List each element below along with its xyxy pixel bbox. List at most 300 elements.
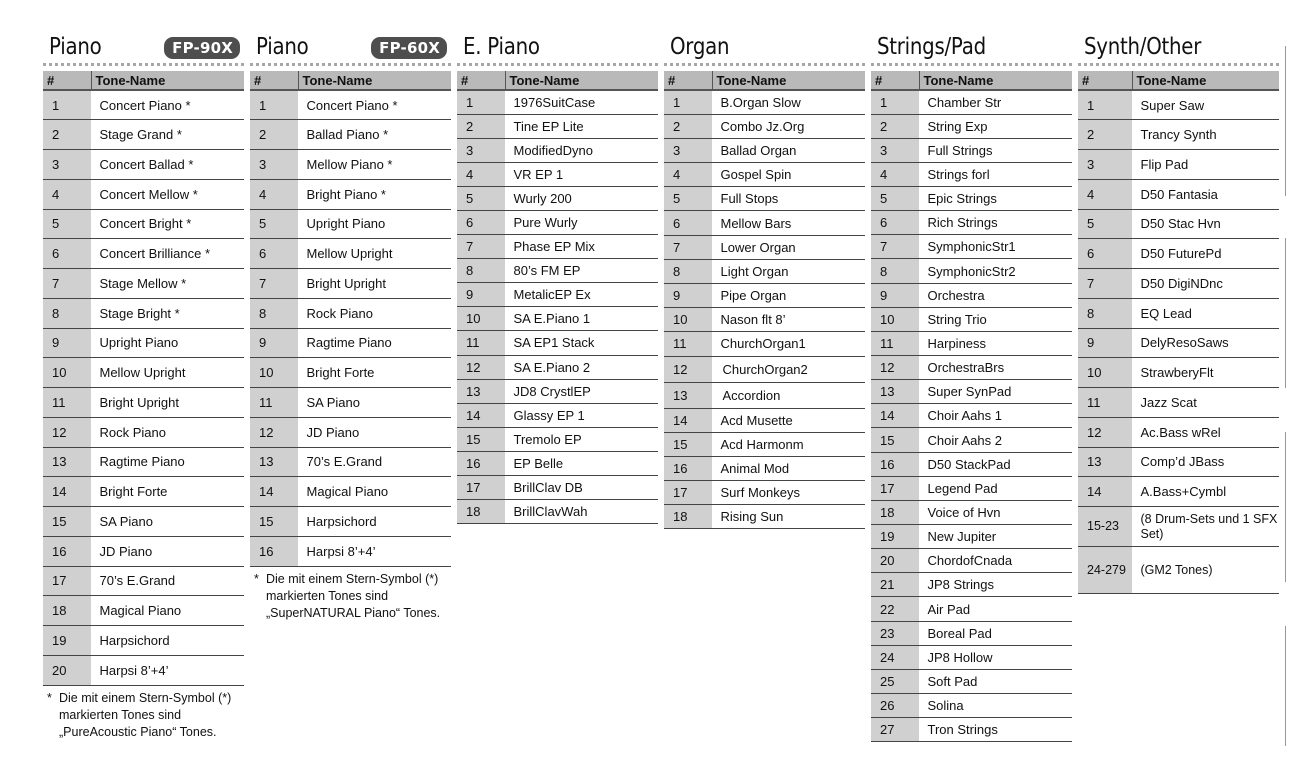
tone-name: SA Piano	[298, 388, 451, 418]
tone-number: 12	[43, 417, 91, 447]
table-row	[871, 428, 1072, 452]
tone-name: Ballad Organ	[712, 138, 865, 162]
tone-name: JD Piano	[91, 536, 244, 566]
table-row	[1078, 328, 1279, 358]
tone-number: 9	[664, 284, 712, 308]
table-row	[871, 259, 1072, 283]
tone-name: Voice of Hvn	[919, 500, 1072, 524]
tone-name: Ragtime Piano	[91, 447, 244, 477]
table-row	[457, 283, 658, 307]
table-header-row	[664, 71, 865, 90]
tone-name: Super Saw	[1132, 90, 1279, 120]
tone-number: 9	[43, 328, 91, 358]
table-row	[664, 356, 865, 382]
dotted-rule	[43, 63, 244, 66]
tone-name: Flip Pad	[1132, 150, 1279, 180]
tone-number: 4	[250, 179, 298, 209]
tone-number: 1	[1078, 90, 1132, 120]
tone-name: Rock Piano	[91, 417, 244, 447]
category-title: Piano	[49, 34, 102, 60]
table-row	[871, 404, 1072, 428]
tone-name: Stage Grand *	[91, 120, 244, 150]
tone-number: 16	[250, 536, 298, 566]
tone-number: 5	[871, 187, 919, 211]
tone-number: 16	[457, 451, 505, 475]
tone-number: 11	[457, 331, 505, 355]
tone-number: 21	[871, 573, 919, 597]
tone-name: Ragtime Piano	[298, 328, 451, 358]
tone-name: Rising Sun	[712, 504, 865, 528]
tone-name: Harpsichord	[298, 507, 451, 537]
table-row	[457, 331, 658, 355]
tone-number: 5	[664, 187, 712, 211]
table-row	[43, 447, 244, 477]
tone-name-column-header: Tone-Name	[298, 71, 451, 90]
table-row	[457, 307, 658, 331]
table-row	[871, 138, 1072, 162]
tone-number: 9	[871, 283, 919, 307]
table-row	[664, 408, 865, 432]
tone-number: 17	[664, 480, 712, 504]
tone-name: SA E.Piano 2	[505, 355, 658, 379]
tone-name: SA E.Piano 1	[505, 307, 658, 331]
table-header-row	[43, 71, 244, 90]
table-row	[43, 90, 244, 120]
table-row	[457, 235, 658, 259]
tone-number: 2	[457, 114, 505, 138]
tone-name: Concert Piano *	[298, 90, 451, 120]
tone-name-column-header: Tone-Name	[1132, 71, 1279, 90]
tone-name: Comp’d JBass	[1132, 447, 1279, 477]
column-header	[1078, 32, 1279, 66]
table-row	[664, 456, 865, 480]
tone-name: JD Piano	[298, 417, 451, 447]
dotted-rule	[664, 63, 865, 66]
tone-name: MetalicEP Ex	[505, 283, 658, 307]
table-row	[664, 187, 865, 211]
tone-number: 5	[1078, 209, 1132, 239]
tone-column-organ	[664, 32, 865, 529]
tone-name: Surf Monkeys	[712, 480, 865, 504]
tone-name: Mellow Bars	[712, 211, 865, 235]
footnote-text: Die mit einem Stern-Symbol (*) markierten Tones sind „SuperNATURAL Piano“ Tones.	[266, 571, 441, 620]
tone-name: String Trio	[919, 307, 1072, 331]
tone-column-strings-pad	[871, 32, 1072, 742]
tone-number: 12	[664, 356, 712, 382]
table-row	[250, 239, 451, 269]
tone-number: 10	[871, 307, 919, 331]
tone-number: 5	[43, 209, 91, 239]
table-row	[871, 500, 1072, 524]
tone-name: Nason flt 8’	[712, 308, 865, 332]
tone-name: D50 Fantasia	[1132, 179, 1279, 209]
tone-name: New Jupiter	[919, 525, 1072, 549]
tone-number: 8	[43, 298, 91, 328]
tone-number: 10	[43, 358, 91, 388]
tone-name: Concert Brilliance *	[91, 239, 244, 269]
tone-number: 8	[457, 259, 505, 283]
tone-number: 10	[664, 308, 712, 332]
tone-name: D50 DigiNDnc	[1132, 269, 1279, 299]
tone-number: 13	[43, 447, 91, 477]
tone-number: 8	[664, 259, 712, 283]
tone-number: 11	[664, 332, 712, 356]
tone-number: 2	[871, 114, 919, 138]
tone-name: Stage Bright *	[91, 298, 244, 328]
tone-number: 3	[43, 150, 91, 180]
column-header	[43, 32, 244, 66]
table-row	[43, 269, 244, 299]
tone-number: 14	[43, 477, 91, 507]
number-column-header: #	[250, 71, 298, 90]
table-row	[43, 388, 244, 418]
tone-name: ChurchOrgan2	[712, 356, 865, 382]
tone-number: 1	[457, 90, 505, 114]
tone-name: SA Piano	[91, 507, 244, 537]
table-row	[250, 388, 451, 418]
tone-number: 9	[250, 328, 298, 358]
table-row	[250, 536, 451, 566]
tone-number: 7	[1078, 269, 1132, 299]
tone-number: 17	[871, 476, 919, 500]
table-row	[664, 163, 865, 187]
tone-name: Magical Piano	[91, 596, 244, 626]
model-badge: FP-90X	[164, 37, 240, 59]
tone-name: Harpsi 8’+4’	[91, 655, 244, 685]
table-row	[871, 307, 1072, 331]
tone-number: 12	[250, 417, 298, 447]
footnote-text: Die mit einem Stern-Symbol (*) markierten Tones sind „PureAcoustic Piano“ Tones.	[59, 690, 232, 739]
table-row	[43, 536, 244, 566]
table-row	[871, 162, 1072, 186]
tone-name: 70’s E.Grand	[91, 566, 244, 596]
tone-name: Harpiness	[919, 331, 1072, 355]
tone-name: 70’s E.Grand	[298, 447, 451, 477]
table-row	[871, 549, 1072, 573]
tone-number: 2	[43, 120, 91, 150]
table-row	[1078, 447, 1279, 477]
tone-name: Accordion	[712, 382, 865, 408]
tone-number: 20	[43, 655, 91, 685]
tone-table	[871, 71, 1072, 742]
table-row	[1078, 239, 1279, 269]
tone-name: Animal Mod	[712, 456, 865, 480]
tone-name: Bright Upright	[91, 388, 244, 418]
table-row	[1078, 209, 1279, 239]
column-header	[457, 32, 658, 66]
column-header	[664, 32, 865, 66]
tone-name: Full Strings	[919, 138, 1072, 162]
table-row	[871, 235, 1072, 259]
table-row	[250, 447, 451, 477]
tone-name: Mellow Upright	[91, 358, 244, 388]
tone-name: Choir Aahs 2	[919, 428, 1072, 452]
table-row	[250, 269, 451, 299]
tone-name: ModifiedDyno	[505, 138, 658, 162]
tone-number: 13	[871, 380, 919, 404]
tone-name: Glassy EP 1	[505, 403, 658, 427]
table-row	[1078, 507, 1279, 547]
table-row	[664, 382, 865, 408]
tone-number: 1	[250, 90, 298, 120]
tone-number: 3	[664, 138, 712, 162]
tone-number: 15-23	[1078, 507, 1132, 547]
table-row	[43, 626, 244, 656]
tone-number: 7	[250, 269, 298, 299]
tone-number: 14	[871, 404, 919, 428]
tone-number: 7	[43, 269, 91, 299]
tone-column-piano	[43, 32, 244, 741]
table-row	[871, 645, 1072, 669]
table-row	[250, 179, 451, 209]
tone-number: 11	[250, 388, 298, 418]
column-header	[871, 32, 1072, 66]
tone-number: 13	[250, 447, 298, 477]
tone-number: 16	[871, 452, 919, 476]
tone-name: Ac.Bass wRel	[1132, 417, 1279, 447]
tone-name: Jazz Scat	[1132, 388, 1279, 418]
tone-number: 3	[871, 138, 919, 162]
tone-number: 10	[457, 307, 505, 331]
tone-number: 10	[1078, 358, 1132, 388]
tone-name: Concert Mellow *	[91, 179, 244, 209]
tone-name: SymphonicStr1	[919, 235, 1072, 259]
tone-number: 7	[871, 235, 919, 259]
tone-name: Lower Organ	[712, 235, 865, 259]
tone-name: EQ Lead	[1132, 298, 1279, 328]
tone-number: 11	[43, 388, 91, 418]
tone-name: Orchestra	[919, 283, 1072, 307]
tone-number: 6	[1078, 239, 1132, 269]
tone-number: 15	[457, 427, 505, 451]
table-row	[664, 90, 865, 114]
tone-name: Concert Bright *	[91, 209, 244, 239]
table-row	[871, 283, 1072, 307]
number-column-header: #	[1078, 71, 1132, 90]
tone-name: Trancy Synth	[1132, 120, 1279, 150]
tone-column-e-piano	[457, 32, 658, 524]
table-row	[871, 380, 1072, 404]
tone-name: (GM2 Tones)	[1132, 547, 1279, 594]
tone-number: 7	[457, 235, 505, 259]
category-title: Organ	[670, 34, 730, 60]
table-header-row	[871, 71, 1072, 90]
table-row	[1078, 150, 1279, 180]
tone-number: 18	[871, 500, 919, 524]
margin-line	[1285, 238, 1286, 388]
margin-line	[1285, 626, 1286, 746]
tone-number: 4	[457, 162, 505, 186]
tone-name: (8 Drum-Sets und 1 SFX Set)	[1132, 507, 1279, 547]
table-row	[664, 138, 865, 162]
table-row	[871, 597, 1072, 621]
tone-number: 2	[250, 120, 298, 150]
table-row	[664, 114, 865, 138]
tone-number: 6	[871, 211, 919, 235]
table-row	[871, 525, 1072, 549]
table-row	[1078, 417, 1279, 447]
table-row	[43, 150, 244, 180]
tone-name: 80’s FM EP	[505, 259, 658, 283]
table-row	[1078, 298, 1279, 328]
table-row	[457, 427, 658, 451]
tone-name: B.Organ Slow	[712, 90, 865, 114]
category-title: E. Piano	[463, 34, 540, 60]
table-row	[871, 187, 1072, 211]
tone-name: DelyResoSaws	[1132, 328, 1279, 358]
tone-number: 15	[664, 432, 712, 456]
table-row	[43, 358, 244, 388]
table-row	[871, 476, 1072, 500]
tone-name: Upright Piano	[91, 328, 244, 358]
table-row	[457, 476, 658, 500]
tone-number: 6	[457, 210, 505, 234]
table-row	[250, 328, 451, 358]
tone-number: 14	[250, 477, 298, 507]
tone-name: Ballad Piano *	[298, 120, 451, 150]
tone-number: 11	[1078, 388, 1132, 418]
table-row	[43, 655, 244, 685]
table-row	[43, 477, 244, 507]
table-row	[871, 669, 1072, 693]
table-row	[664, 504, 865, 528]
table-row	[250, 358, 451, 388]
dotted-rule	[457, 63, 658, 66]
tone-name: Full Stops	[712, 187, 865, 211]
table-row	[250, 90, 451, 120]
tone-number: 8	[1078, 298, 1132, 328]
tone-number: 18	[43, 596, 91, 626]
table-row	[664, 211, 865, 235]
tone-number: 13	[1078, 447, 1132, 477]
tone-number: 4	[871, 162, 919, 186]
tone-number: 4	[664, 163, 712, 187]
tone-name: OrchestraBrs	[919, 356, 1072, 380]
table-row	[457, 259, 658, 283]
tone-name: Choir Aahs 1	[919, 404, 1072, 428]
tone-name: D50 StackPad	[919, 452, 1072, 476]
table-row	[1078, 358, 1279, 388]
tone-number: 13	[457, 379, 505, 403]
table-row	[871, 452, 1072, 476]
footnote	[43, 690, 244, 741]
number-column-header: #	[457, 71, 505, 90]
tone-number: 8	[250, 298, 298, 328]
tone-name: SA EP1 Stack	[505, 331, 658, 355]
tone-number: 20	[871, 549, 919, 573]
tone-number: 18	[664, 504, 712, 528]
tone-number: 6	[43, 239, 91, 269]
tone-name: Harpsichord	[91, 626, 244, 656]
tone-number: 9	[1078, 328, 1132, 358]
tone-number: 5	[250, 209, 298, 239]
dotted-rule	[250, 63, 451, 66]
table-row	[43, 596, 244, 626]
tone-name: Pure Wurly	[505, 210, 658, 234]
table-row	[871, 621, 1072, 645]
table-row	[871, 694, 1072, 718]
table-row	[250, 417, 451, 447]
tone-name-column-header: Tone-Name	[91, 71, 244, 90]
number-column-header: #	[664, 71, 712, 90]
tone-name-column-header: Tone-Name	[712, 71, 865, 90]
tone-number: 15	[250, 507, 298, 537]
tone-name: Bright Upright	[298, 269, 451, 299]
table-row	[43, 328, 244, 358]
table-row	[43, 298, 244, 328]
tone-name: Air Pad	[919, 597, 1072, 621]
tone-name: D50 Stac Hvn	[1132, 209, 1279, 239]
table-row	[871, 90, 1072, 114]
tone-number: 4	[1078, 179, 1132, 209]
tone-name: Combo Jz.Org	[712, 114, 865, 138]
tone-name: JD8 CrystlEP	[505, 379, 658, 403]
table-row	[457, 451, 658, 475]
tone-name: Bright Forte	[91, 477, 244, 507]
tone-column-synth-other	[1078, 32, 1279, 594]
tone-name: Light Organ	[712, 259, 865, 283]
table-row	[664, 308, 865, 332]
table-row	[664, 284, 865, 308]
tone-number: 3	[250, 150, 298, 180]
table-row	[1078, 547, 1279, 594]
tone-number: 24	[871, 645, 919, 669]
tone-number: 12	[1078, 417, 1132, 447]
tone-number: 3	[1078, 150, 1132, 180]
tone-name: Acd Harmonm	[712, 432, 865, 456]
tone-name: Acd Musette	[712, 408, 865, 432]
tone-number: 1	[664, 90, 712, 114]
table-row	[43, 120, 244, 150]
table-row	[871, 211, 1072, 235]
tone-name: Super SynPad	[919, 380, 1072, 404]
tone-number: 4	[43, 179, 91, 209]
tone-name: Wurly 200	[505, 186, 658, 210]
table-row	[664, 432, 865, 456]
tone-number: 19	[43, 626, 91, 656]
dotted-rule	[871, 63, 1072, 66]
tone-number: 27	[871, 718, 919, 742]
tone-name: Solina	[919, 694, 1072, 718]
table-row	[457, 500, 658, 524]
table-row	[871, 356, 1072, 380]
tone-name: BrillClav DB	[505, 476, 658, 500]
tone-name: A.Bass+Cymbl	[1132, 477, 1279, 507]
tone-name: SymphonicStr2	[919, 259, 1072, 283]
table-row	[1078, 388, 1279, 418]
tone-name: Strings forl	[919, 162, 1072, 186]
tone-table	[43, 71, 244, 686]
category-title: Piano	[256, 34, 309, 60]
table-row	[664, 332, 865, 356]
tone-name: Legend Pad	[919, 476, 1072, 500]
table-row	[457, 114, 658, 138]
tone-number: 2	[664, 114, 712, 138]
tone-name: Upright Piano	[298, 209, 451, 239]
tone-table	[1078, 71, 1279, 594]
tone-number: 24-279	[1078, 547, 1132, 594]
dotted-rule	[1078, 63, 1279, 66]
table-header-row	[1078, 71, 1279, 90]
tone-number: 6	[250, 239, 298, 269]
tone-number: 25	[871, 669, 919, 693]
tone-name: JP8 Strings	[919, 573, 1072, 597]
table-row	[871, 573, 1072, 597]
table-row	[43, 179, 244, 209]
table-row	[250, 150, 451, 180]
tone-number: 12	[457, 355, 505, 379]
table-row	[457, 162, 658, 186]
